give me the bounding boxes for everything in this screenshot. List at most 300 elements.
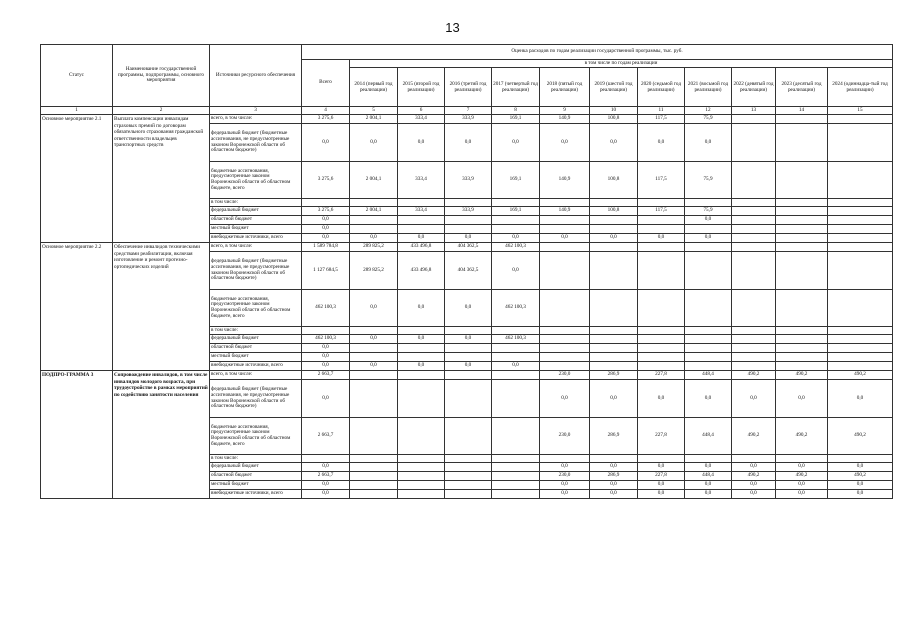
year-value: 2 004,1 xyxy=(350,207,398,216)
year-value: 0,0 xyxy=(492,362,540,371)
year-value xyxy=(685,243,732,252)
year-value: 462 100,3 xyxy=(492,335,540,344)
year-value xyxy=(732,162,776,199)
header-year: 2024 (одиннадца-тый год реализации) xyxy=(828,68,893,107)
year-value xyxy=(492,199,540,207)
year-value xyxy=(540,353,590,362)
header-year: 2023 (десятый год реализации) xyxy=(776,68,828,107)
year-value xyxy=(590,290,638,327)
year-value: 0,0 xyxy=(638,380,685,418)
section-status: Основное мероприятие 2.1 xyxy=(41,115,113,243)
year-value xyxy=(350,371,398,380)
year-value: 490,2 xyxy=(776,371,828,380)
year-value xyxy=(590,252,638,290)
funding-source: внебюджетные источники, всего xyxy=(210,362,302,371)
year-value xyxy=(638,199,685,207)
year-value: 490,2 xyxy=(732,371,776,380)
year-value: 0,0 xyxy=(776,463,828,472)
header-sources: Источники ресурсного обеспечения xyxy=(210,45,302,107)
year-value: 169,1 xyxy=(492,207,540,216)
year-value: 286,9 xyxy=(590,472,638,481)
year-value xyxy=(398,371,445,380)
year-value: 75,9 xyxy=(685,162,732,199)
year-value: 0,0 xyxy=(638,481,685,490)
total-value: 0,0 xyxy=(302,490,350,499)
year-value xyxy=(638,327,685,335)
year-value: 286,9 xyxy=(590,418,638,455)
funding-source: федеральный бюджет xyxy=(210,207,302,216)
year-value xyxy=(828,234,893,243)
year-value xyxy=(732,115,776,124)
year-value: 0,0 xyxy=(492,234,540,243)
header-year: 2022 (девятый год реализации) xyxy=(732,68,776,107)
year-value xyxy=(685,362,732,371)
funding-source: в том числе: xyxy=(210,327,302,335)
column-number: 9 xyxy=(540,107,590,115)
total-value xyxy=(302,327,350,335)
year-value: 117,5 xyxy=(638,162,685,199)
year-value: 140,9 xyxy=(540,115,590,124)
year-value: 0,0 xyxy=(590,234,638,243)
year-value: 140,9 xyxy=(540,162,590,199)
year-value: 0,0 xyxy=(776,490,828,499)
year-value xyxy=(540,455,590,463)
year-value xyxy=(445,380,492,418)
year-value: 0,0 xyxy=(398,124,445,162)
year-value: 227,8 xyxy=(638,472,685,481)
year-value xyxy=(445,481,492,490)
column-number: 2 xyxy=(113,107,210,115)
year-value xyxy=(445,490,492,499)
year-value xyxy=(445,472,492,481)
year-value: 75,9 xyxy=(685,115,732,124)
year-value xyxy=(732,353,776,362)
year-value xyxy=(776,207,828,216)
year-value xyxy=(398,353,445,362)
year-value: 490,2 xyxy=(828,371,893,380)
column-number: 7 xyxy=(445,107,492,115)
header-total: Всего xyxy=(302,60,350,107)
year-value: 0,0 xyxy=(590,380,638,418)
funding-source: федеральный бюджет xyxy=(210,463,302,472)
year-value xyxy=(638,243,685,252)
year-value xyxy=(776,234,828,243)
column-number: 12 xyxy=(685,107,732,115)
year-value xyxy=(828,327,893,335)
year-value: 2 004,1 xyxy=(350,162,398,199)
header-year: 2017 (четвертый год реализации) xyxy=(492,68,540,107)
year-value: 333,4 xyxy=(398,162,445,199)
header-year: 2018 (пятый год реализации) xyxy=(540,68,590,107)
column-number: 5 xyxy=(350,107,398,115)
year-value xyxy=(492,463,540,472)
year-value xyxy=(540,199,590,207)
year-value: 0,0 xyxy=(685,490,732,499)
year-value: 0,0 xyxy=(445,335,492,344)
year-value xyxy=(492,481,540,490)
year-value xyxy=(638,225,685,234)
funding-source: федеральный бюджет (бюджетные ассигнования, не предусмотренные законом Воронежской области об областном бюджете) xyxy=(210,124,302,162)
year-value: 100,8 xyxy=(590,207,638,216)
budget-table-body xyxy=(41,115,893,499)
year-value: 433 496,8 xyxy=(398,243,445,252)
year-value xyxy=(638,455,685,463)
total-value: 2 663,7 xyxy=(302,418,350,455)
year-value xyxy=(776,225,828,234)
year-value xyxy=(398,344,445,353)
funding-source: внебюджетные источники, всего xyxy=(210,234,302,243)
year-value: 0,0 xyxy=(445,290,492,327)
year-value xyxy=(445,216,492,225)
year-value: 230,0 xyxy=(540,418,590,455)
total-value: 3 275,6 xyxy=(302,115,350,124)
year-value: 0,0 xyxy=(828,463,893,472)
total-value: 0,0 xyxy=(302,344,350,353)
year-value xyxy=(492,455,540,463)
year-value xyxy=(776,362,828,371)
year-value: 227,8 xyxy=(638,371,685,380)
year-value xyxy=(350,216,398,225)
year-value xyxy=(590,335,638,344)
year-value xyxy=(540,327,590,335)
year-value xyxy=(492,216,540,225)
year-value: 2 004,1 xyxy=(350,115,398,124)
year-value: 0,0 xyxy=(492,124,540,162)
column-number-row xyxy=(41,107,893,115)
year-value xyxy=(828,335,893,344)
year-value: 169,1 xyxy=(492,162,540,199)
year-value: 0,0 xyxy=(685,380,732,418)
total-value: 0,0 xyxy=(302,353,350,362)
year-value xyxy=(445,344,492,353)
total-value: 0,0 xyxy=(302,362,350,371)
header-estimate: Оценка расходов по годам реализации государственной программы, тыс. руб. xyxy=(302,45,893,60)
header-name: Наименование государственной программы, подпрограммы, основного мероприятия xyxy=(113,45,210,107)
year-value xyxy=(685,335,732,344)
table-row xyxy=(41,115,893,124)
funding-source: федеральный бюджет (бюджетные ассигнования, не предусмотренные законом Воронежской области об областном бюджете) xyxy=(210,380,302,418)
column-number: 10 xyxy=(590,107,638,115)
year-value xyxy=(350,199,398,207)
year-value xyxy=(776,335,828,344)
funding-source: местный бюджет xyxy=(210,353,302,362)
year-value xyxy=(638,216,685,225)
column-number: 4 xyxy=(302,107,350,115)
total-value: 3 275,6 xyxy=(302,162,350,199)
year-value xyxy=(732,290,776,327)
year-value xyxy=(828,252,893,290)
year-value xyxy=(828,455,893,463)
year-value xyxy=(828,243,893,252)
total-value: 0,0 xyxy=(302,463,350,472)
header-status: Статус xyxy=(41,45,113,107)
year-value: 0,0 xyxy=(685,463,732,472)
year-value: 0,0 xyxy=(685,124,732,162)
year-value xyxy=(540,335,590,344)
year-value: 490,2 xyxy=(828,472,893,481)
year-value: 100,8 xyxy=(590,162,638,199)
year-value xyxy=(638,353,685,362)
year-value xyxy=(732,216,776,225)
year-value xyxy=(638,362,685,371)
year-value xyxy=(350,380,398,418)
year-value xyxy=(445,327,492,335)
year-value xyxy=(398,380,445,418)
year-value xyxy=(828,290,893,327)
year-value: 333,4 xyxy=(398,207,445,216)
section-status: ПОДПРО-ГРАММА 3 xyxy=(41,371,113,499)
year-value xyxy=(398,216,445,225)
year-value: 0,0 xyxy=(590,124,638,162)
funding-source: областной бюджет xyxy=(210,344,302,353)
year-value: 0,0 xyxy=(685,481,732,490)
year-value: 0,0 xyxy=(638,234,685,243)
year-value xyxy=(350,481,398,490)
year-value xyxy=(776,353,828,362)
header-year: 2014 (первый год реализации) xyxy=(350,68,398,107)
header-year: 2021 (восьмой год реализации) xyxy=(685,68,732,107)
year-value: 0,0 xyxy=(350,335,398,344)
year-value xyxy=(590,344,638,353)
year-value xyxy=(590,362,638,371)
year-value xyxy=(732,335,776,344)
year-value xyxy=(445,455,492,463)
year-value: 230,0 xyxy=(540,472,590,481)
year-value: 0,0 xyxy=(350,290,398,327)
section-name: Обеспечение инвалидов техническими средствами реабилитации, включая изготовление и ремонт протезно-ортопедических изделий xyxy=(113,243,210,371)
year-value xyxy=(492,344,540,353)
funding-source: бюджетные ассигнования, предусмотренные законом Воронежской области об областном бюджете, всего xyxy=(210,290,302,327)
year-value: 333,9 xyxy=(445,207,492,216)
column-number: 3 xyxy=(210,107,302,115)
year-value xyxy=(685,344,732,353)
year-value xyxy=(638,290,685,327)
year-value xyxy=(776,199,828,207)
year-value xyxy=(685,199,732,207)
year-value: 0,0 xyxy=(776,481,828,490)
funding-source: местный бюджет xyxy=(210,225,302,234)
year-value xyxy=(445,463,492,472)
year-value: 0,0 xyxy=(685,234,732,243)
year-value xyxy=(638,252,685,290)
year-value xyxy=(685,252,732,290)
funding-source: бюджетные ассигнования, предусмотренные законом Воронежской области об областном бюджете, всего xyxy=(210,418,302,455)
year-value: 0,0 xyxy=(776,380,828,418)
year-value xyxy=(590,327,638,335)
column-number: 1 xyxy=(41,107,113,115)
year-value xyxy=(828,344,893,353)
year-value: 289 825,2 xyxy=(350,252,398,290)
year-value: 0,0 xyxy=(732,380,776,418)
year-value xyxy=(540,290,590,327)
year-value xyxy=(398,225,445,234)
year-value: 289 825,2 xyxy=(350,243,398,252)
year-value xyxy=(350,225,398,234)
funding-source: местный бюджет xyxy=(210,481,302,490)
year-value: 230,0 xyxy=(540,371,590,380)
funding-source: всего, в том числе: xyxy=(210,371,302,380)
year-value: 0,0 xyxy=(445,124,492,162)
year-value xyxy=(540,362,590,371)
year-value: 0,0 xyxy=(350,234,398,243)
year-value xyxy=(590,455,638,463)
total-value: 462 100,3 xyxy=(302,335,350,344)
year-value xyxy=(398,327,445,335)
funding-source: федеральный бюджет (бюджетные ассигнования, не предусмотренные законом Воронежской области об областном бюджете) xyxy=(210,252,302,290)
year-value xyxy=(445,371,492,380)
year-value xyxy=(776,455,828,463)
total-value: 1 127 684,5 xyxy=(302,252,350,290)
table-row xyxy=(41,243,893,252)
year-value xyxy=(590,216,638,225)
year-value xyxy=(350,472,398,481)
year-value xyxy=(350,463,398,472)
year-value xyxy=(445,353,492,362)
year-value: 0,0 xyxy=(492,252,540,290)
year-value xyxy=(638,335,685,344)
column-number: 14 xyxy=(776,107,828,115)
year-value: 0,0 xyxy=(445,234,492,243)
year-value xyxy=(445,225,492,234)
year-value xyxy=(398,481,445,490)
year-value xyxy=(732,234,776,243)
year-value: 0,0 xyxy=(732,490,776,499)
year-value: 0,0 xyxy=(590,481,638,490)
year-value xyxy=(398,490,445,499)
year-value xyxy=(492,490,540,499)
year-value: 0,0 xyxy=(638,124,685,162)
year-value: 0,0 xyxy=(638,490,685,499)
year-value xyxy=(685,327,732,335)
year-value xyxy=(776,290,828,327)
year-value: 333,9 xyxy=(445,115,492,124)
year-value xyxy=(492,327,540,335)
year-value: 0,0 xyxy=(540,463,590,472)
year-value: 0,0 xyxy=(828,490,893,499)
year-value: 0,0 xyxy=(638,463,685,472)
year-value: 462 100,3 xyxy=(492,243,540,252)
year-value xyxy=(828,124,893,162)
total-value: 0,0 xyxy=(302,481,350,490)
funding-source: в том числе: xyxy=(210,455,302,463)
year-value xyxy=(540,225,590,234)
year-value xyxy=(828,115,893,124)
total-value: 2 663,7 xyxy=(302,472,350,481)
year-value xyxy=(398,418,445,455)
year-value: 448,4 xyxy=(685,371,732,380)
page-number: 13 xyxy=(445,20,460,35)
header-year: 2019 (шестой год реализации) xyxy=(590,68,638,107)
year-value xyxy=(776,115,828,124)
year-value: 117,5 xyxy=(638,207,685,216)
funding-source: областной бюджет xyxy=(210,472,302,481)
funding-source: в том числе: xyxy=(210,199,302,207)
year-value xyxy=(732,327,776,335)
year-value xyxy=(350,344,398,353)
year-value xyxy=(540,216,590,225)
year-value: 75,9 xyxy=(685,207,732,216)
year-value: 0,0 xyxy=(398,234,445,243)
year-value: 0,0 xyxy=(540,380,590,418)
total-value xyxy=(302,455,350,463)
year-value: 140,9 xyxy=(540,207,590,216)
year-value xyxy=(732,124,776,162)
year-value xyxy=(776,216,828,225)
year-value: 0,0 xyxy=(398,362,445,371)
year-value: 0,0 xyxy=(445,362,492,371)
year-value: 490,2 xyxy=(776,472,828,481)
year-value xyxy=(828,353,893,362)
year-value xyxy=(492,418,540,455)
total-value: 0,0 xyxy=(302,216,350,225)
total-value: 0,0 xyxy=(302,380,350,418)
year-value: 0,0 xyxy=(732,463,776,472)
year-value xyxy=(540,243,590,252)
total-value: 3 275,6 xyxy=(302,207,350,216)
year-value xyxy=(776,252,828,290)
year-value: 0,0 xyxy=(540,124,590,162)
year-value xyxy=(732,362,776,371)
total-value: 2 663,7 xyxy=(302,371,350,380)
year-value xyxy=(732,243,776,252)
year-value xyxy=(445,199,492,207)
year-value: 117,5 xyxy=(638,115,685,124)
year-value: 0,0 xyxy=(398,290,445,327)
year-value: 0,0 xyxy=(828,481,893,490)
year-value: 0,0 xyxy=(540,481,590,490)
year-value xyxy=(776,162,828,199)
year-value: 333,9 xyxy=(445,162,492,199)
year-value: 462 100,3 xyxy=(492,290,540,327)
header-year: 2016 (третий год реализации) xyxy=(445,68,492,107)
year-value: 100,8 xyxy=(590,115,638,124)
year-value xyxy=(350,490,398,499)
year-value xyxy=(828,199,893,207)
year-value xyxy=(492,472,540,481)
year-value xyxy=(776,344,828,353)
table-row xyxy=(41,371,893,380)
year-value xyxy=(398,463,445,472)
year-value xyxy=(732,225,776,234)
funding-source: внебюджетные источники, всего xyxy=(210,490,302,499)
year-value: 0,0 xyxy=(590,490,638,499)
year-value xyxy=(540,252,590,290)
year-value xyxy=(590,353,638,362)
section-status: Основное мероприятие 2.2 xyxy=(41,243,113,371)
year-value: 490,2 xyxy=(732,472,776,481)
year-value xyxy=(776,124,828,162)
year-value: 0,0 xyxy=(350,362,398,371)
year-value xyxy=(492,353,540,362)
year-value: 433 496,8 xyxy=(398,252,445,290)
column-number: 11 xyxy=(638,107,685,115)
year-value: 169,1 xyxy=(492,115,540,124)
year-value: 448,4 xyxy=(685,418,732,455)
year-value xyxy=(398,199,445,207)
year-value xyxy=(398,472,445,481)
year-value xyxy=(685,353,732,362)
year-value xyxy=(732,207,776,216)
year-value xyxy=(492,371,540,380)
year-value: 490,2 xyxy=(828,418,893,455)
column-number: 6 xyxy=(398,107,445,115)
year-value xyxy=(685,455,732,463)
section-name: Сопровождение инвалидов, в том числе инвалидов молодого возраста, при трудоустройстве в рамках мероприятий по содействию занятости населения xyxy=(113,371,210,499)
year-value xyxy=(445,418,492,455)
year-value: 0,0 xyxy=(540,490,590,499)
year-value xyxy=(590,225,638,234)
header-by-years: в том числе по годам реализации xyxy=(350,60,893,68)
